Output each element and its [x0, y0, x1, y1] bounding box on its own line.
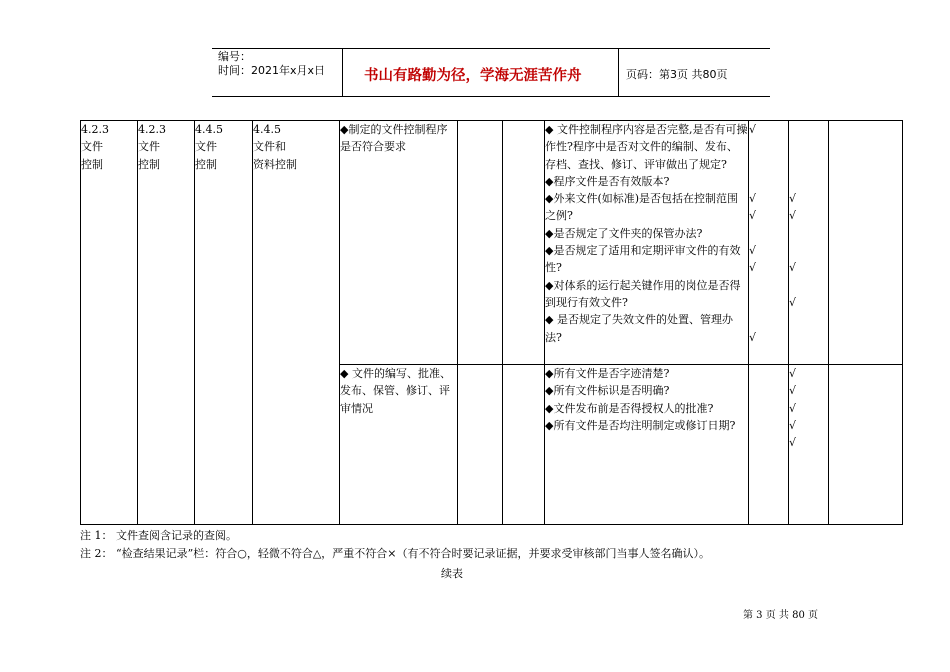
check-mark: [789, 277, 828, 294]
check-mark: √: [789, 384, 797, 398]
check-mark: [789, 242, 828, 259]
check-point: ◆所有文件标识是否明确?: [545, 384, 670, 398]
empty-cell: [503, 365, 545, 525]
check-point: ◆所有文件是否均注明制定或修订日期?: [545, 418, 736, 432]
check-mark: √: [789, 261, 797, 275]
clause-code: 4.2.3: [81, 123, 109, 136]
check-point: ◆文件发布前是否得授权人的批准?: [545, 401, 714, 415]
clause-text: 资料控制: [253, 157, 297, 171]
check-point: ◆所有文件是否字迹清楚?: [545, 367, 670, 380]
check-mark: √: [789, 436, 797, 450]
note-2: 注 2： “检查结果记录”栏：符合○，轻微不符合△，严重不符合×（有不符合时要记录证据，并要求受审核部门当事人签名确认）。: [80, 547, 711, 560]
continued-label: 续表: [441, 567, 463, 580]
check-mark: √: [789, 295, 797, 309]
check-mark: [789, 156, 828, 173]
check-mark: √: [749, 123, 757, 136]
empty-cell: [458, 365, 503, 525]
clause-code: 4.4.5: [195, 123, 223, 136]
empty-cell: [829, 121, 903, 365]
clause-text: 文件: [81, 140, 103, 154]
check-mark: [749, 277, 788, 294]
header-info: [218, 50, 325, 78]
check-mark: √: [789, 367, 797, 380]
check-points: [545, 121, 749, 365]
clause-text: 控制: [195, 157, 217, 171]
audit-table: [80, 120, 903, 525]
empty-cell: [829, 365, 903, 525]
review-item: ◆制定的文件控制程序是否符合要求: [340, 121, 458, 365]
table-row: [81, 121, 903, 365]
check-mark: √: [789, 401, 797, 415]
header-page-code: 页码：第3页 共80页: [626, 68, 728, 81]
mark-col-a: [749, 121, 789, 365]
clause-col3: [195, 121, 253, 525]
clause-text: 文件: [195, 140, 217, 154]
check-mark: √: [749, 261, 757, 275]
empty-cell: [749, 365, 789, 525]
review-item: ◆ 文件的编写、批准、发布、保管、修订、评审情况: [340, 365, 458, 525]
check-mark: [749, 225, 788, 242]
check-mark: [749, 311, 788, 328]
empty-cell: [458, 121, 503, 365]
check-mark: [789, 329, 828, 346]
clause-text: 文件和: [253, 140, 286, 154]
check-mark: [789, 173, 828, 190]
check-mark: [749, 294, 788, 311]
clause-code: 4.2.3: [138, 123, 166, 136]
header-divider-right: [618, 48, 619, 96]
check-mark: [749, 156, 788, 173]
check-mark: √: [749, 330, 757, 344]
time-label: 时间：2021年x月x日: [218, 64, 326, 77]
check-point: ◆ 是否规定了失效文件的处置、管理办法?: [545, 313, 733, 344]
clause-text: 文件: [138, 140, 160, 154]
check-mark: [789, 138, 828, 155]
check-point: ◆外来文件(如标准)是否包括在控制范围之例?: [545, 192, 739, 223]
clause-col4: [253, 121, 340, 525]
check-point: ◆是否规定了适用和定期评审文件的有效性?: [545, 244, 741, 275]
empty-cell: [503, 121, 545, 365]
check-mark: [789, 121, 828, 138]
footer-page-number: 第 3 页 共 80 页: [743, 610, 818, 621]
number-label: 编号：: [218, 50, 251, 63]
note-1: 注 1： 文件查阅含记录的查阅。: [80, 529, 237, 542]
check-mark: √: [749, 209, 757, 223]
check-mark: √: [789, 192, 797, 206]
check-point: ◆程序文件是否有效版本?: [545, 174, 670, 188]
mark-col-b: [789, 121, 829, 365]
clause-text: 控制: [138, 157, 160, 171]
check-mark: [789, 311, 828, 328]
check-points: [545, 365, 749, 525]
check-mark: √: [789, 418, 797, 432]
header-divider-left: [342, 48, 343, 96]
header-motto: 书山有路勤为径，学海无涯苦作舟: [364, 68, 582, 84]
clause-text: 控制: [81, 157, 103, 171]
check-mark: √: [749, 244, 757, 258]
clause-code: 4.4.5: [253, 123, 281, 136]
header-bottom-rule: [212, 96, 770, 97]
check-point: ◆是否规定了文件夹的保管办法?: [545, 226, 703, 240]
check-point: ◆ 文件控制程序内容是否完整,是否有可操作性?程序中是否对文件的编制、发布、存档、查找、修订、评审做出了规定?: [545, 123, 748, 171]
check-mark: [789, 225, 828, 242]
mark-col-b: [789, 365, 829, 525]
check-mark: [749, 173, 788, 190]
header-top-rule: [212, 48, 770, 49]
check-mark: √: [749, 192, 757, 206]
check-point: ◆对体系的运行起关键作用的岗位是否得到现行有效文件?: [545, 278, 741, 309]
check-mark: √: [789, 209, 797, 223]
clause-col1: [81, 121, 138, 525]
clause-col2: [138, 121, 195, 525]
check-mark: [749, 138, 788, 155]
